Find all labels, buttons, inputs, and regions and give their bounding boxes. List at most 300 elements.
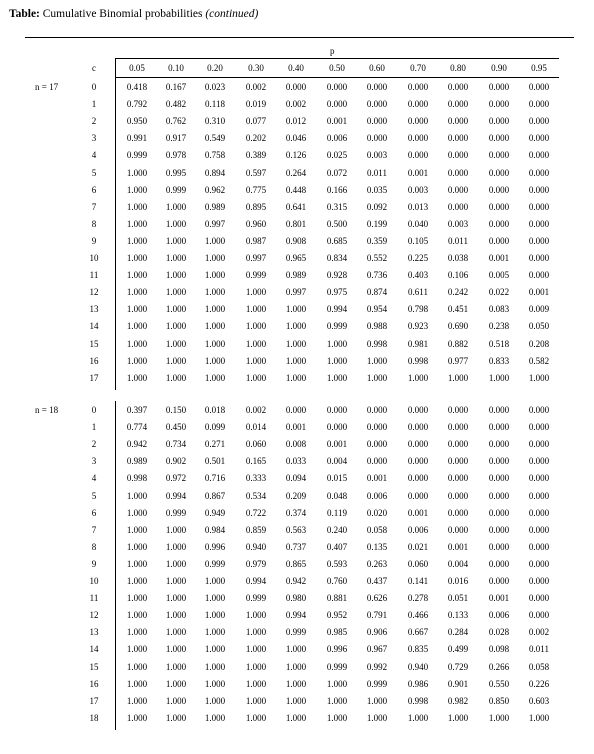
probability-cell: 0.098 — [488, 644, 510, 655]
probability-cell: 0.835 — [407, 644, 429, 655]
probability-cell: 0.000 — [528, 558, 550, 569]
p-header: p — [330, 46, 335, 56]
probability-cell: 0.133 — [447, 610, 469, 621]
probability-cell: 0.000 — [285, 405, 307, 415]
probability-cell: 0.729 — [447, 661, 469, 672]
probability-cell: 0.000 — [488, 82, 510, 92]
probability-cell: 0.448 — [285, 184, 307, 195]
probability-cell: 0.000 — [447, 184, 469, 195]
probability-cell: 0.000 — [528, 133, 550, 144]
probability-cell: 0.791 — [366, 610, 388, 621]
probability-cell: 0.050 — [528, 321, 550, 332]
probability-cell: 1.000 — [285, 644, 307, 655]
probability-cell: 1.000 — [204, 372, 226, 383]
probability-cell: 0.980 — [285, 593, 307, 604]
probability-cell: 0.758 — [204, 150, 226, 161]
probability-cell: 0.989 — [285, 270, 307, 281]
probability-cell: 1.000 — [204, 661, 226, 672]
c-value: 17 — [89, 695, 99, 706]
probability-cell: 0.000 — [528, 422, 550, 433]
c-value: 15 — [89, 661, 99, 672]
probability-cell: 0.000 — [407, 422, 429, 433]
c-value: 2 — [91, 116, 97, 127]
probability-cell: 1.000 — [245, 355, 267, 366]
c-value: 6 — [91, 507, 97, 518]
probability-cell: 0.908 — [285, 235, 307, 246]
probability-cell: 1.000 — [204, 610, 226, 621]
probability-cell: 1.000 — [165, 695, 187, 706]
c-value: 9 — [91, 235, 97, 246]
probability-cell: 0.798 — [407, 304, 429, 315]
probability-cell: 0.000 — [447, 524, 469, 535]
probability-cell: 0.000 — [447, 99, 469, 110]
probability-cell: 1.000 — [204, 593, 226, 604]
p-value-header: 0.30 — [248, 63, 264, 73]
probability-cell: 1.000 — [126, 304, 148, 315]
probability-cell: 0.000 — [528, 541, 550, 552]
probability-cell: 0.005 — [488, 270, 510, 281]
probability-cell: 0.000 — [528, 184, 550, 195]
probability-cell: 0.000 — [488, 439, 510, 450]
probability-cell: 1.000 — [165, 627, 187, 638]
probability-cell: 1.000 — [126, 593, 148, 604]
probability-cell: 0.226 — [528, 678, 550, 689]
probability-cell: 0.000 — [285, 82, 307, 92]
probability-cell: 1.000 — [285, 372, 307, 383]
c-value: 0 — [91, 82, 97, 92]
probability-cell: 1.000 — [245, 644, 267, 655]
probability-cell: 0.992 — [366, 661, 388, 672]
probability-cell: 0.940 — [407, 661, 429, 672]
c-value: 14 — [89, 321, 99, 332]
probability-cell: 1.000 — [126, 287, 148, 298]
c-value: 0 — [91, 405, 97, 415]
probability-cell: 0.000 — [528, 405, 550, 415]
probability-cell: 0.000 — [407, 116, 429, 127]
probability-cell: 0.315 — [326, 201, 348, 212]
probability-cell: 1.000 — [204, 253, 226, 263]
probability-cell: 1.000 — [326, 338, 348, 349]
section-n-label: n = 18 — [35, 405, 59, 415]
c-value: 6 — [91, 184, 97, 195]
probability-cell: 0.000 — [447, 133, 469, 144]
probability-cell: 0.011 — [448, 235, 468, 246]
probability-cell: 1.000 — [366, 372, 388, 383]
probability-cell: 0.000 — [407, 473, 429, 484]
probability-cell: 0.978 — [165, 150, 187, 161]
probability-cell: 0.407 — [326, 541, 348, 552]
probability-cell: 0.986 — [407, 678, 429, 689]
probability-cell: 0.690 — [447, 321, 469, 332]
probability-cell: 0.000 — [528, 473, 550, 484]
probability-cell: 0.051 — [447, 593, 469, 604]
probability-cell: 0.981 — [407, 338, 429, 349]
probability-cell: 0.333 — [245, 473, 267, 484]
probability-cell: 0.000 — [488, 490, 510, 501]
probability-cell: 0.923 — [407, 321, 429, 332]
title-bold: Table: — [9, 8, 40, 20]
probability-cell: 0.001 — [285, 422, 307, 433]
probability-cell: 0.018 — [204, 405, 226, 415]
c-value: 14 — [89, 644, 99, 655]
probability-cell: 1.000 — [407, 372, 429, 383]
c-value: 7 — [91, 201, 97, 212]
c-value: 1 — [91, 422, 97, 433]
probability-cell: 0.000 — [407, 490, 429, 501]
probability-cell: 0.611 — [408, 287, 428, 298]
probability-cell: 0.552 — [366, 253, 388, 263]
probability-cell: 1.000 — [165, 218, 187, 229]
c-value: 4 — [91, 473, 97, 484]
probability-cell: 1.000 — [488, 712, 510, 723]
probability-cell: 1.000 — [366, 712, 388, 723]
probability-cell: 1.000 — [126, 184, 148, 195]
probability-cell: 0.242 — [447, 287, 469, 298]
probability-cell: 0.060 — [407, 558, 429, 569]
probability-cell: 0.999 — [204, 558, 226, 569]
probability-cell: 0.000 — [528, 610, 550, 621]
probability-cell: 0.118 — [205, 99, 225, 110]
c-value: 8 — [91, 541, 97, 552]
probability-cell: 0.011 — [529, 644, 549, 655]
probability-cell: 0.359 — [366, 235, 388, 246]
probability-cell: 1.000 — [245, 678, 267, 689]
probability-cell: 1.000 — [204, 678, 226, 689]
probability-cell: 1.000 — [165, 321, 187, 332]
probability-cell: 0.000 — [528, 593, 550, 604]
probability-cell: 1.000 — [165, 576, 187, 586]
probability-cell: 1.000 — [285, 338, 307, 349]
probability-cell: 0.266 — [488, 661, 510, 672]
probability-cell: 1.000 — [165, 661, 187, 672]
probability-cell: 1.000 — [245, 695, 267, 706]
probability-cell: 1.000 — [126, 507, 148, 518]
c-value: 1 — [91, 99, 97, 110]
probability-cell: 0.000 — [528, 270, 550, 281]
probability-cell: 0.284 — [447, 627, 469, 638]
probability-cell: 1.000 — [204, 321, 226, 332]
probability-cell: 0.167 — [165, 82, 187, 92]
probability-cell: 0.003 — [407, 184, 429, 195]
probability-cell: 0.000 — [528, 116, 550, 127]
section-vertical-rule — [115, 58, 116, 390]
table-title — [9, 8, 258, 20]
probability-cell: 0.001 — [407, 167, 429, 178]
probability-cell: 1.000 — [204, 235, 226, 246]
probability-cell: 0.016 — [447, 576, 469, 586]
probability-cell: 0.833 — [488, 355, 510, 366]
probability-cell: 1.000 — [165, 610, 187, 621]
probability-cell: 0.105 — [407, 235, 429, 246]
probability-cell: 0.451 — [447, 304, 469, 315]
title-italic: (continued) — [205, 8, 259, 20]
probability-cell: 1.000 — [245, 304, 267, 315]
probability-cell: 0.001 — [488, 253, 510, 263]
probability-cell: 0.954 — [366, 304, 388, 315]
probability-cell: 0.000 — [488, 558, 510, 569]
probability-cell: 0.000 — [528, 99, 550, 110]
probability-cell: 0.006 — [488, 610, 510, 621]
probability-cell: 0.002 — [245, 82, 267, 92]
probability-cell: 0.988 — [366, 321, 388, 332]
c-value: 18 — [89, 712, 99, 723]
probability-cell: 0.135 — [366, 541, 388, 552]
probability-cell: 0.977 — [447, 355, 469, 366]
p-value-header: 0.05 — [129, 63, 145, 73]
probability-cell: 1.000 — [245, 321, 267, 332]
probability-cell: 0.011 — [367, 167, 387, 178]
probability-cell: 1.000 — [165, 270, 187, 281]
probability-cell: 0.418 — [126, 82, 148, 92]
probability-cell: 1.000 — [165, 304, 187, 315]
probability-cell: 0.999 — [326, 321, 348, 332]
p-header-rule — [115, 58, 559, 59]
probability-cell: 0.902 — [165, 456, 187, 467]
probability-cell: 0.126 — [285, 150, 307, 161]
probability-cell: 0.000 — [528, 150, 550, 161]
probability-cell: 0.000 — [366, 439, 388, 450]
probability-cell: 0.603 — [528, 695, 550, 706]
probability-cell: 0.002 — [285, 99, 307, 110]
probability-cell: 1.000 — [204, 355, 226, 366]
probability-cell: 1.000 — [204, 712, 226, 723]
probability-cell: 0.006 — [407, 524, 429, 535]
probability-cell: 1.000 — [285, 712, 307, 723]
c-value: 11 — [89, 593, 99, 604]
probability-cell: 0.994 — [165, 490, 187, 501]
probability-cell: 0.000 — [528, 167, 550, 178]
probability-cell: 0.002 — [528, 627, 550, 638]
probability-cell: 0.999 — [366, 678, 388, 689]
probability-cell: 1.000 — [126, 490, 148, 501]
probability-cell: 1.000 — [126, 253, 148, 263]
probability-cell: 0.999 — [165, 507, 187, 518]
probability-cell: 0.000 — [366, 405, 388, 415]
p-value-header: 0.40 — [288, 63, 304, 73]
probability-cell: 1.000 — [245, 610, 267, 621]
probability-cell: 1.000 — [126, 218, 148, 229]
probability-cell: 0.999 — [165, 184, 187, 195]
probability-cell: 0.000 — [488, 405, 510, 415]
probability-cell: 0.760 — [326, 576, 348, 586]
c-value: 13 — [89, 304, 99, 315]
probability-cell: 0.734 — [165, 439, 187, 450]
probability-cell: 1.000 — [285, 355, 307, 366]
probability-cell: 1.000 — [126, 695, 148, 706]
probability-cell: 0.000 — [528, 507, 550, 518]
probability-cell: 0.882 — [447, 338, 469, 349]
probability-cell: 0.867 — [204, 490, 226, 501]
probability-cell: 1.000 — [126, 576, 148, 586]
probability-cell: 0.917 — [165, 133, 187, 144]
probability-cell: 1.000 — [285, 321, 307, 332]
top-rule — [25, 37, 574, 38]
probability-cell: 0.989 — [126, 456, 148, 467]
c-value: 10 — [89, 576, 99, 586]
probability-cell: 0.000 — [366, 133, 388, 144]
probability-cell: 0.000 — [528, 235, 550, 246]
probability-cell: 0.000 — [407, 456, 429, 467]
probability-cell: 0.021 — [407, 541, 429, 552]
probability-cell: 0.389 — [245, 150, 267, 161]
probability-cell: 0.685 — [326, 235, 348, 246]
probability-cell: 0.982 — [447, 695, 469, 706]
probability-cell: 0.000 — [528, 439, 550, 450]
probability-cell: 1.000 — [245, 712, 267, 723]
probability-cell: 0.960 — [245, 218, 267, 229]
probability-cell: 0.550 — [488, 678, 510, 689]
probability-cell: 0.499 — [447, 644, 469, 655]
probability-cell: 0.928 — [326, 270, 348, 281]
probability-cell: 0.004 — [326, 456, 348, 467]
c-value: 15 — [89, 338, 99, 349]
probability-cell: 0.397 — [126, 405, 148, 415]
probability-cell: 0.046 — [285, 133, 307, 144]
probability-cell: 0.000 — [447, 507, 469, 518]
probability-cell: 0.716 — [204, 473, 226, 484]
probability-cell: 0.000 — [447, 201, 469, 212]
probability-cell: 1.000 — [285, 304, 307, 315]
probability-cell: 1.000 — [204, 270, 226, 281]
probability-cell: 0.003 — [447, 218, 469, 229]
probability-cell: 0.450 — [165, 422, 187, 433]
probability-cell: 1.000 — [285, 678, 307, 689]
probability-cell: 1.000 — [204, 644, 226, 655]
section-vertical-rule — [115, 401, 116, 730]
probability-cell: 0.972 — [165, 473, 187, 484]
probability-cell: 0.962 — [204, 184, 226, 195]
probability-cell: 0.774 — [126, 422, 148, 433]
probability-cell: 1.000 — [126, 167, 148, 178]
probability-cell: 1.000 — [126, 678, 148, 689]
c-value: 16 — [89, 678, 99, 689]
probability-cell: 0.165 — [245, 456, 267, 467]
probability-cell: 0.997 — [285, 287, 307, 298]
probability-cell: 0.000 — [447, 473, 469, 484]
probability-cell: 0.000 — [528, 82, 550, 92]
probability-cell: 0.834 — [326, 253, 348, 263]
probability-cell: 0.000 — [407, 405, 429, 415]
p-value-header: 0.80 — [450, 63, 466, 73]
probability-cell: 0.000 — [488, 456, 510, 467]
p-value-header: 0.60 — [369, 63, 385, 73]
probability-cell: 1.000 — [126, 541, 148, 552]
title-text: Cumulative Binomial probabilities — [39, 8, 206, 20]
c-value: 11 — [89, 270, 99, 281]
probability-cell: 0.000 — [447, 422, 469, 433]
probability-cell: 0.000 — [528, 218, 550, 229]
probability-cell: 0.001 — [407, 507, 429, 518]
probability-cell: 1.000 — [245, 372, 267, 383]
probability-cell: 0.106 — [447, 270, 469, 281]
probability-cell: 0.942 — [126, 439, 148, 450]
c-value: 3 — [91, 456, 97, 467]
probability-cell: 0.000 — [407, 150, 429, 161]
probability-cell: 0.015 — [326, 473, 348, 484]
probability-cell: 0.099 — [204, 422, 226, 433]
probability-cell: 0.997 — [245, 253, 267, 263]
probability-cell: 0.000 — [407, 439, 429, 450]
probability-cell: 1.000 — [366, 695, 388, 706]
probability-cell: 0.000 — [488, 218, 510, 229]
probability-cell: 0.482 — [165, 99, 187, 110]
probability-cell: 1.000 — [204, 304, 226, 315]
probability-cell: 0.225 — [407, 253, 429, 263]
probability-cell: 0.000 — [488, 422, 510, 433]
probability-cell: 0.000 — [326, 82, 348, 92]
probability-cell: 0.000 — [407, 82, 429, 92]
c-value: 4 — [91, 150, 97, 161]
probability-cell: 1.000 — [488, 372, 510, 383]
probability-cell: 1.000 — [407, 712, 429, 723]
probability-cell: 0.004 — [447, 558, 469, 569]
c-value: 5 — [91, 490, 97, 501]
probability-cell: 0.000 — [528, 524, 550, 535]
probability-cell: 0.994 — [245, 576, 267, 586]
probability-cell: 0.000 — [366, 82, 388, 92]
probability-cell: 1.000 — [126, 610, 148, 621]
probability-cell: 0.466 — [407, 610, 429, 621]
probability-cell: 1.000 — [165, 678, 187, 689]
probability-cell: 0.000 — [447, 150, 469, 161]
probability-cell: 0.000 — [488, 576, 510, 586]
probability-cell: 0.310 — [204, 116, 226, 127]
probability-cell: 0.023 — [204, 82, 226, 92]
probability-cell: 0.141 — [407, 576, 429, 586]
probability-cell: 1.000 — [165, 253, 187, 263]
probability-cell: 0.901 — [447, 678, 469, 689]
probability-cell: 0.998 — [407, 355, 429, 366]
probability-cell: 0.022 — [488, 287, 510, 298]
probability-cell: 1.000 — [326, 695, 348, 706]
probability-cell: 0.060 — [245, 439, 267, 450]
probability-cell: 0.000 — [488, 116, 510, 127]
probability-cell: 0.500 — [326, 218, 348, 229]
probability-cell: 0.792 — [126, 99, 148, 110]
probability-cell: 1.000 — [165, 201, 187, 212]
probability-cell: 0.264 — [285, 167, 307, 178]
probability-cell: 0.000 — [488, 184, 510, 195]
probability-cell: 1.000 — [165, 355, 187, 366]
probability-cell: 1.000 — [245, 627, 267, 638]
probability-cell: 1.000 — [285, 661, 307, 672]
probability-cell: 0.000 — [528, 490, 550, 501]
probability-cell: 0.000 — [488, 99, 510, 110]
probability-cell: 0.000 — [326, 422, 348, 433]
probability-cell: 0.000 — [366, 422, 388, 433]
probability-cell: 1.000 — [165, 558, 187, 569]
probability-cell: 0.374 — [285, 507, 307, 518]
probability-cell: 1.000 — [326, 372, 348, 383]
probability-cell: 0.038 — [447, 253, 469, 263]
probability-cell: 1.000 — [165, 338, 187, 349]
probability-cell: 0.072 — [326, 167, 348, 178]
probability-cell: 0.949 — [204, 507, 226, 518]
probability-cell: 0.000 — [528, 576, 550, 586]
probability-cell: 0.001 — [326, 439, 348, 450]
probability-cell: 0.965 — [285, 253, 307, 263]
probability-cell: 0.094 — [285, 473, 307, 484]
probability-cell: 0.597 — [245, 167, 267, 178]
c-header: c — [92, 63, 96, 73]
probability-cell: 0.001 — [366, 473, 388, 484]
probability-cell: 0.238 — [488, 321, 510, 332]
probability-cell: 0.000 — [488, 235, 510, 246]
probability-cell: 1.000 — [326, 355, 348, 366]
probability-cell: 0.278 — [407, 593, 429, 604]
probability-cell: 1.000 — [126, 338, 148, 349]
probability-cell: 0.000 — [407, 133, 429, 144]
